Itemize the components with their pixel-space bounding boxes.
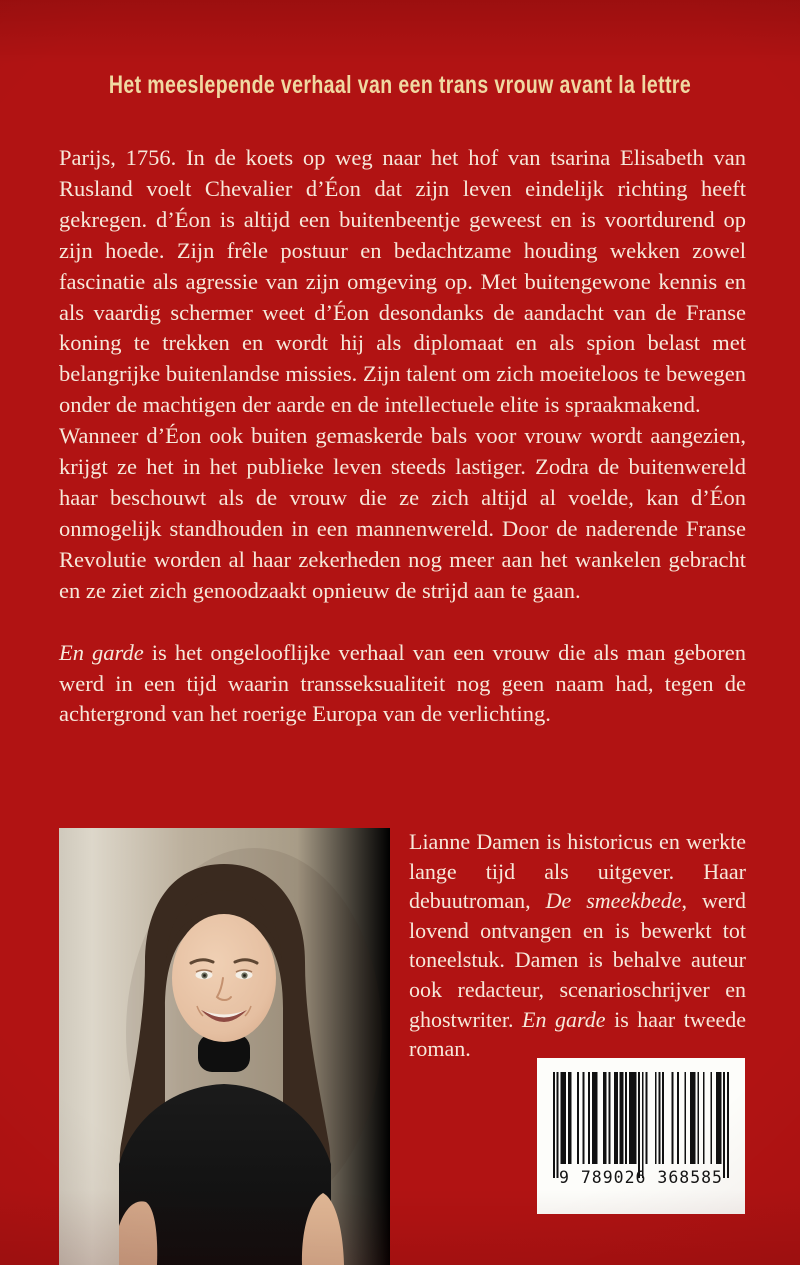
book-title-en-garde: En garde bbox=[59, 639, 144, 665]
book-title-de-smeekbede: De smeekbede bbox=[545, 888, 682, 914]
barcode-bars bbox=[549, 1072, 733, 1182]
bio-text-3: is haar tweede roman. bbox=[409, 1006, 747, 1062]
bio-text-2: , werd lovend ontvangen en is bewerkt tot toneelstuk. Damen is behalve auteur ook redacteur, scenarioschrijver en ghostwriter. bbox=[409, 888, 746, 1032]
tagline: Het meeslepende verhaal van een trans vrouw avant la lettre bbox=[108, 71, 692, 99]
pitch-paragraph bbox=[59, 638, 746, 731]
barcode bbox=[537, 1058, 745, 1214]
bio-text-1: Lianne Damen is historicus en werkte lange tijd als uitgever. Haar debuutroman, bbox=[409, 829, 746, 914]
synopsis bbox=[59, 143, 746, 730]
author-photo bbox=[59, 828, 390, 1265]
synopsis-paragraph-2: Wanneer d’Éon ook buiten gemaskerde bals voor vrouw wordt aangezien, krijgt ze het in het publieke leven steeds lastiger. Zodra de buitenwereld haar beschouwt als de vrouw die ze zich altijd al voelde, kan d’Éon onmogelijk standhouden in een mannenwereld. Door de naderende Franse Revolutie worden al haar zekerheden nog meer aan het wankelen gebracht en ze ziet zich genoodzaakt opnieuw de strijd aan te gaan. bbox=[59, 423, 746, 603]
pitch-text: is het ongelooflijke verhaal van een vrouw die als man geboren werd in een tijd waarin transseksualiteit nog geen naam had, tegen de achtergrond van het roerige Europa van de verlichting. bbox=[59, 639, 746, 727]
barcode-number: 9 789026 368585 bbox=[558, 1168, 723, 1187]
book-title-en-garde-bio: En garde bbox=[522, 1006, 606, 1032]
synopsis-paragraph-1: Parijs, 1756. In de koets op weg naar het hof van tsarina Elisabeth van Rusland voelt Chevalier d’Éon dat zijn leven eindelijk richting heeft gekregen. d’Éon is altijd een buitenbeentje geweest en is voortdurend op zijn hoede. Zijn frêle postuur en bedachtzame houding wekken zowel fascinatie als agressie van zijn omgeving op. Met buitengewone kennis en als vaardig schermer weet d’Éon desondanks de aandacht van de Franse koning te trekken en wordt hij als diplomaat en als spion belast met belangrijke buitenlandse missies. Zijn talent om zich moeiteloos te bewegen onder de machtigen der aarde en de intellectuele elite is spraakmakend. bbox=[59, 145, 746, 418]
author-portrait-illustration bbox=[59, 828, 390, 1265]
author-bio bbox=[409, 827, 746, 1064]
